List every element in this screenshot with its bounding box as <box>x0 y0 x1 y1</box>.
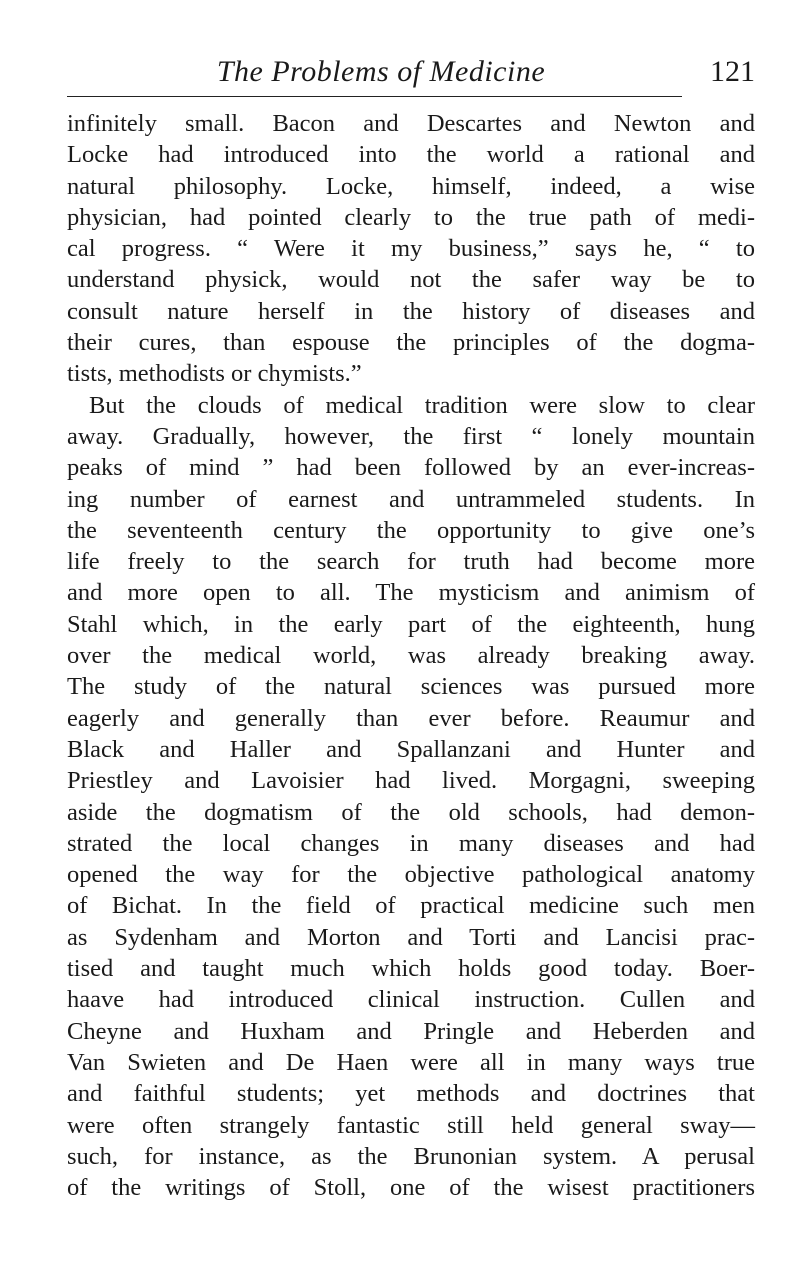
text-line: over the medical world, was already breaking away. <box>67 642 755 670</box>
text-line: away. Gradually, however, the first “ lonely mountain <box>67 422 755 450</box>
text-line: tists, methodists or chymists.” <box>67 360 362 388</box>
text-line: The study of the natural sciences was pursued more <box>67 673 755 701</box>
text-line: consult nature herself in the history of diseases and <box>67 297 755 325</box>
text-line: aside the dogmatism of the old schools, had demon- <box>67 798 755 826</box>
text-line: of the writings of Stoll, one of the wisest practitioners <box>67 1174 755 1202</box>
text-line: Stahl which, in the early part of the eighteenth, hung <box>67 610 755 638</box>
text-line: cal progress. “ Were it my business,” says he, “ to <box>67 235 755 263</box>
text-line: haave had introduced clinical instruction. Cullen and <box>67 986 755 1014</box>
text-line: tised and taught much which holds good today. Boer- <box>67 955 755 983</box>
text-line: physician, had pointed clearly to the true path of medi- <box>67 203 755 231</box>
header-rule <box>67 96 682 97</box>
text-line: as Sydenham and Morton and Torti and Lancisi prac- <box>67 923 755 951</box>
text-line: natural philosophy. Locke, himself, indeed, a wise <box>67 172 755 200</box>
text-line: Locke had introduced into the world a rational and <box>67 141 755 169</box>
text-line: Van Swieten and De Haen were all in many ways true <box>67 1048 755 1076</box>
text-line: infinitely small. Bacon and Descartes and Newton and <box>67 110 755 137</box>
running-head <box>67 52 755 92</box>
text-line: opened the way for the objective pathological anatomy <box>67 861 755 889</box>
text-line: of Bichat. In the field of practical medicine such men <box>67 892 755 920</box>
text-line: strated the local changes in many diseases and had <box>67 829 755 857</box>
text-line: peaks of mind ” had been followed by an ever-increas- <box>67 454 755 482</box>
text-line: ing number of earnest and untrammeled students. In <box>67 485 755 513</box>
text-line: were often strangely fantastic still held general sway— <box>67 1111 755 1139</box>
text-line: life freely to the search for truth had become more <box>67 548 755 576</box>
text-line: eagerly and generally than ever before. Reaumur and <box>67 704 755 732</box>
running-title: The Problems of Medicine <box>216 55 546 88</box>
text-line: Priestley and Lavoisier had lived. Morgagni, sweeping <box>67 767 755 795</box>
text-line: and faithful students; yet methods and doctrines that <box>67 1080 755 1108</box>
text-line: Black and Haller and Spallanzani and Hunter and <box>67 735 755 763</box>
text-line: such, for instance, as the Brunonian system. A perusal <box>67 1142 755 1170</box>
body-text <box>67 108 755 1203</box>
text-line: the seventeenth century the opportunity to give one’s <box>67 516 755 544</box>
text-line: Cheyne and Huxham and Pringle and Heberden and <box>67 1017 755 1045</box>
text-line: and more open to all. The mysticism and animism of <box>67 579 755 607</box>
text-line: understand physick, would not the safer way be to <box>67 266 755 294</box>
text-line: their cures, than espouse the principles of the dogma- <box>67 329 755 357</box>
page-number: 121 <box>710 55 755 88</box>
text-line: But the clouds of medical tradition were slow to clear <box>89 391 755 419</box>
